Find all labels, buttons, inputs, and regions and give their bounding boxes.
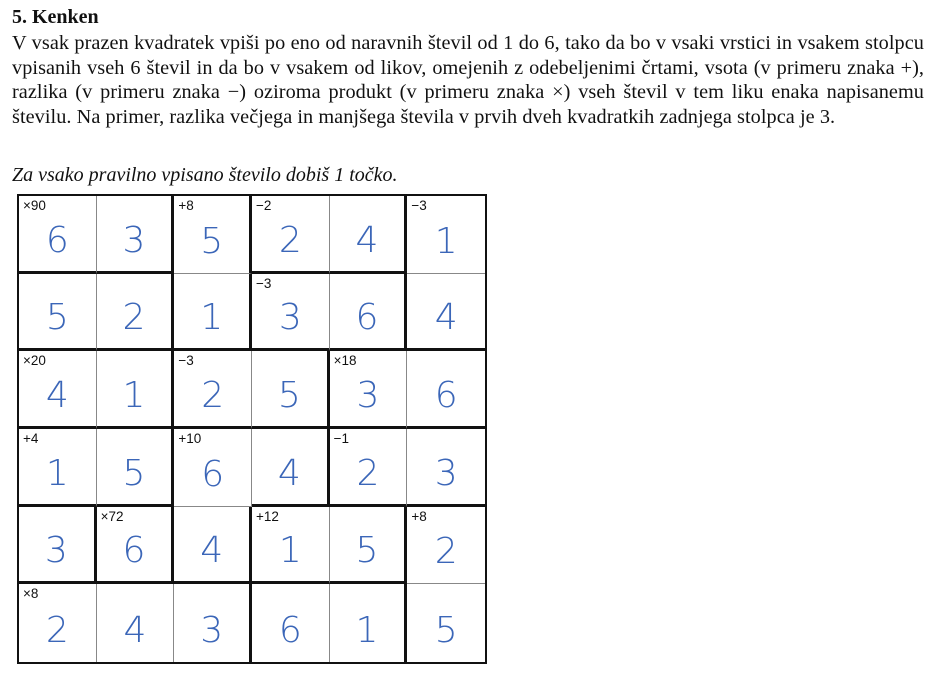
grid-cell[interactable]	[330, 429, 408, 507]
grid-cell[interactable]	[252, 274, 330, 352]
written-answer: 5	[200, 220, 224, 262]
written-answer: 6	[434, 375, 458, 417]
written-answer: 3	[434, 452, 458, 494]
written-answer: 1	[122, 375, 146, 417]
written-answer: 4	[200, 530, 224, 572]
written-answer: 3	[356, 375, 380, 417]
written-answer: 4	[434, 297, 458, 339]
grid-cell[interactable]	[174, 429, 252, 507]
cage-clue: +4	[23, 430, 39, 446]
written-answer: 3	[200, 609, 224, 651]
written-answer: 6	[201, 453, 225, 495]
cage-clue: +12	[255, 508, 279, 524]
cage-clue: −3	[178, 353, 194, 369]
written-answer: 1	[278, 530, 302, 572]
cage-clue: ×72	[100, 508, 124, 524]
written-answer: 4	[45, 375, 69, 417]
written-answer: 6	[278, 609, 302, 651]
written-answer: 1	[434, 220, 458, 262]
grid-cell[interactable]	[174, 196, 252, 274]
grid-cell[interactable]	[407, 584, 485, 662]
cage-clue: ×18	[333, 353, 357, 369]
grid-cell[interactable]	[330, 584, 408, 662]
grid-cell[interactable]	[19, 196, 97, 274]
problem-instructions: V vsak prazen kvadratek vpiši po eno od naravnih števil od 1 do 6, tako da bo v vsaki vrstici in vsakem stolpcu vpisanih vseh 6 števil in da bo v vsakem od likov, omejenih z odebeljenimi črtami, vsota (v primeru znaka +), razlika (v primeru znaka −) oziroma produkt (v primeru znaka ×) vseh števil v tem liku enaka napisanemu številu. Na primer, razlika večjega in manjšega števila v prvih dveh kvadratkih zadnjega stolpca je 3.	[12, 32, 924, 128]
grid-cell[interactable]	[174, 507, 252, 585]
grid-cell[interactable]	[97, 351, 175, 429]
grid-cell[interactable]	[19, 274, 97, 352]
cage-clue: −3	[255, 275, 272, 291]
grid-cell[interactable]	[252, 507, 330, 585]
grid-cell[interactable]	[407, 429, 485, 507]
written-answer: 1	[355, 609, 379, 651]
written-answer: 2	[122, 297, 146, 339]
grid-cell[interactable]	[252, 584, 330, 662]
grid-cell[interactable]	[407, 274, 485, 352]
cage-clue: −1	[333, 430, 350, 446]
written-answer: 2	[434, 531, 458, 573]
grid-cell[interactable]	[407, 196, 485, 274]
grid-cell[interactable]	[19, 351, 97, 429]
grid-cell[interactable]	[252, 429, 330, 507]
grid-cell[interactable]	[97, 196, 175, 274]
written-answer: 5	[355, 530, 379, 572]
written-answer: 4	[355, 219, 379, 261]
written-answer: 5	[434, 609, 458, 651]
grid-cell[interactable]	[174, 351, 252, 429]
written-answer: 3	[44, 530, 68, 572]
grid-cell[interactable]	[330, 274, 408, 352]
cage-clue: +8	[411, 508, 427, 524]
cage-clue: ×90	[23, 198, 46, 213]
written-answer: 6	[122, 530, 146, 572]
grid-cell[interactable]	[330, 196, 408, 274]
grid-cell[interactable]	[252, 196, 330, 274]
problem-title: 5. Kenken	[12, 6, 99, 28]
written-answer: 3	[122, 219, 146, 261]
grid-cell[interactable]	[330, 507, 408, 585]
written-answer: 2	[278, 219, 302, 261]
written-answer: 5	[122, 452, 146, 494]
grid-cell[interactable]	[252, 351, 330, 429]
written-answer: 2	[356, 452, 380, 494]
written-answer: 6	[355, 297, 379, 339]
kenken-grid	[17, 194, 487, 664]
grid-cell[interactable]	[174, 584, 252, 662]
written-answer: 4	[123, 609, 147, 651]
written-answer: 2	[45, 609, 69, 651]
cage-clue: −2	[255, 198, 272, 213]
cage-clue: −3	[411, 198, 427, 213]
cage-clue: ×20	[23, 353, 46, 369]
grid-cell[interactable]	[407, 351, 485, 429]
cage-clue: +10	[178, 430, 202, 446]
written-answer: 4	[277, 452, 301, 494]
grid-cell[interactable]	[97, 507, 175, 585]
grid-cell[interactable]	[330, 351, 408, 429]
written-answer: 1	[45, 452, 69, 494]
grid-cell[interactable]	[19, 429, 97, 507]
written-answer: 1	[200, 297, 224, 339]
written-answer: 5	[277, 375, 301, 417]
grid-cell[interactable]	[97, 429, 175, 507]
grid-cell[interactable]	[19, 507, 97, 585]
written-answer: 6	[45, 219, 69, 261]
grid-cell[interactable]	[97, 274, 175, 352]
grid-cell[interactable]	[19, 584, 97, 662]
grid-cell[interactable]	[97, 584, 175, 662]
cage-clue: ×8	[23, 586, 39, 602]
grid-cell[interactable]	[407, 507, 485, 585]
written-answer: 5	[45, 297, 69, 339]
written-answer: 3	[278, 297, 302, 339]
scoring-note: Za vsako pravilno vpisano število dobiš 1 točko.	[12, 164, 398, 186]
cage-clue: +8	[178, 198, 194, 213]
written-answer: 2	[201, 375, 225, 417]
grid-cell[interactable]	[174, 274, 252, 352]
